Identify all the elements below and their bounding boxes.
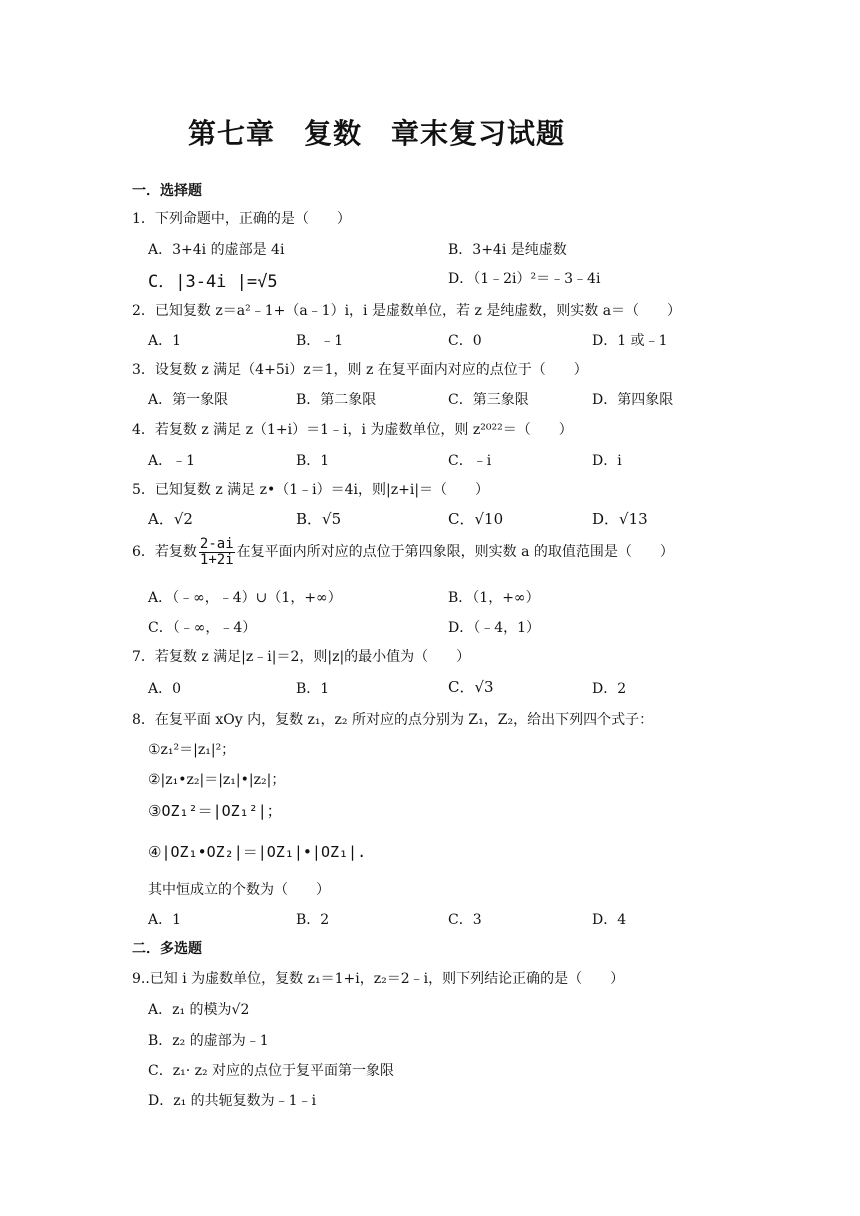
question-8-expression-3: ③OZ₁²＝|OZ₁²|； [148,802,282,820]
question-9-option-b: B．z₂ 的虚部为﹣1 [148,1033,269,1049]
question-1-option-d: D．（1﹣2i）²＝﹣3﹣4i [448,271,601,287]
question-6-stem [132,537,674,567]
question-3-stem: 3．设复数 z 满足（4+5i）z＝1，则 z 在复平面内对应的点位于（ ） [132,362,588,378]
question-7-option-a: A．0 [148,681,182,697]
question-6-stem-prefix: 6．若复数 [132,544,197,561]
question-8-ask: 其中恒成立的个数为（ ） [148,882,330,898]
question-2-option-c: C．0 [448,333,482,349]
question-1-option-c: C．|3-4i |=√5 [148,272,278,292]
question-4-option-d: D．i [592,453,622,469]
question-8-expression-1: ①z₁²＝|z₁|²； [148,742,236,758]
question-6-stem-suffix: 在复平面内所对应的点位于第四象限，则实数 a 的取值范围是（ ） [236,544,674,561]
question-9-option-c: C．z₁· z₂ 对应的点位于复平面第一象限 [148,1063,395,1079]
question-1-option-a: A．3+4i 的虚部是 4i [148,242,285,258]
question-3-option-c: C．第三象限 [448,392,529,408]
question-8-option-c: C．3 [448,912,482,928]
question-4-option-b: B．1 [296,453,330,469]
question-5-option-d: D．√13 [592,510,648,528]
question-2-option-d: D．1 或﹣1 [592,333,668,349]
question-6-option-b: B．（1，+∞） [448,590,540,606]
question-1-option-b: B．3+4i 是纯虚数 [448,242,567,258]
question-5-option-b: B．√5 [296,510,342,528]
question-4-option-a: A．﹣1 [148,453,196,469]
question-9-option-d: D．z₁ 的共轭复数为﹣1﹣i [148,1093,317,1109]
question-7-stem: 7．若复数 z 满足|z﹣i|＝2，则|z|的最小值为（ ） [132,649,471,665]
question-1-stem: 1．下列命题中，正确的是（ ） [132,211,351,227]
question-9-option-a: A．z₁ 的模为√2 [148,1002,250,1018]
question-8-option-a: A．1 [148,912,182,928]
question-8-expression-4: ④|OZ₁•OZ₂|＝|OZ₁|•|OZ₁|. [148,843,367,861]
question-8-stem: 8．在复平面 xOy 内，复数 z₁，z₂ 所对应的点分别为 Z₁，Z₂，给出下列四个式子： [132,712,654,728]
question-7-option-b: B．1 [296,681,330,697]
question-2-option-b: B．﹣1 [296,333,344,349]
question-5-stem: 5．已知复数 z 满足 z•（1﹣i）＝4i，则|z+i|＝（ ） [132,482,490,498]
question-4-option-c: C．﹣i [448,453,492,469]
question-8-option-b: B．2 [296,912,330,928]
section-heading-single-choice: 一．选择题 [132,183,202,199]
question-5-option-a: A．√2 [148,510,193,528]
question-6-option-a: A．（﹣∞，﹣4）∪（1，+∞） [148,590,342,606]
question-8-option-d: D．4 [592,912,627,928]
question-6-option-d: D．（﹣4，1） [448,620,541,636]
page-title: 第七章 复数 章末复习试题 [188,117,566,150]
section-heading-multi-choice: 二．多选题 [132,941,202,957]
question-4-stem: 4．若复数 z 满足 z（1+i）＝1﹣i，i 为虚数单位，则 z²⁰²²＝（ ） [132,422,573,438]
question-3-option-a: A．第一象限 [148,392,229,408]
question-6-fraction [199,537,235,567]
question-7-option-d: D．2 [592,681,627,697]
question-3-option-b: B．第二象限 [296,392,377,408]
question-3-option-d: D．第四象限 [592,392,674,408]
question-2-option-a: A．1 [148,333,182,349]
question-7-option-c: C．√3 [448,678,494,696]
question-2-stem: 2．已知复数 z＝a²﹣1+（a﹣1）i，i 是虚数单位，若 z 是纯虚数，则实数 a＝（ ） [132,303,682,319]
question-9-stem: 9..已知 i 为虚数单位，复数 z₁＝1+i，z₂＝2﹣i，则下列结论正确的是（ ） [132,971,625,987]
question-5-option-c: C．√10 [448,510,504,528]
fraction-numerator: 2-ai [199,536,234,552]
question-6-option-c: C．（﹣∞，﹣4） [148,620,257,636]
question-8-expression-2: ②|z₁•z₂|＝|z₁|•|z₂|； [148,772,286,788]
fraction-denominator: 1+2i [199,551,234,568]
